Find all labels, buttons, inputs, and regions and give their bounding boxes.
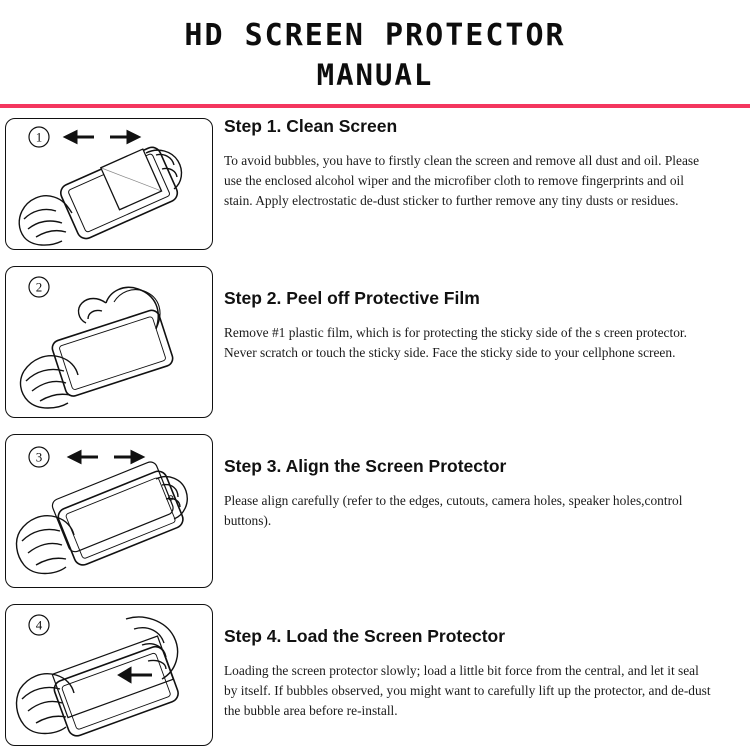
align-protector-illustration [6, 435, 214, 587]
document-title-line-1: HD SCREEN PROTECTOR [184, 18, 566, 53]
step-1-body [214, 116, 750, 211]
step-1-title: Step 1. Clean Screen [224, 115, 398, 136]
step-3-title: Step 3. Align the Screen Protector [224, 455, 507, 476]
step-item [0, 116, 750, 250]
step-4-figure [0, 604, 214, 746]
step-3-figure [0, 434, 214, 588]
step-2-figure [0, 266, 214, 418]
steps-list [0, 116, 750, 746]
illustration-frame [5, 266, 213, 418]
document-title-line-2: MANUAL [316, 57, 434, 92]
peel-film-illustration [6, 267, 214, 417]
step-3-body [214, 434, 750, 531]
load-protector-illustration [6, 605, 214, 745]
step-4-text: Loading the screen protector slowly; load a little bit force from the central, and let it seal by itself. If bubbles observed, you might want to carefully lift up the protector, and de-dust the bubble area before re-install. [224, 662, 711, 719]
step-item [0, 434, 750, 588]
step-1-figure [0, 116, 214, 250]
illustration-frame [5, 604, 213, 746]
step-4-title: Step 4. Load the Screen Protector [224, 625, 506, 646]
step-3-number: 3 [35, 449, 43, 465]
document-header [0, 0, 750, 108]
header-divider [0, 104, 750, 108]
illustration-frame [5, 118, 213, 250]
illustration-frame [5, 434, 213, 588]
step-2-body [214, 266, 750, 363]
step-item [0, 266, 750, 418]
step-3-text: Please align carefully (refer to the edges, cutouts, camera holes, speaker holes,control buttons). [224, 492, 683, 528]
step-item [0, 604, 750, 746]
step-4-body [214, 604, 750, 721]
step-2-text: Remove #1 plastic film, which is for protecting the sticky side of the s creen protector. Never scratch or touch the sticky side. Face the sticky side to your cellphone screen. [224, 324, 687, 360]
clean-screen-illustration [6, 119, 214, 249]
step-4-number: 4 [35, 617, 43, 633]
step-1-number: 1 [35, 129, 43, 145]
step-2-title: Step 2. Peel off Protective Film [224, 287, 480, 308]
step-1-text: To avoid bubbles, you have to firstly clean the screen and remove all dust and oil. Please use the enclosed alcohol wiper and the microfiber cloth to remove fingerprints and oil stain. Apply electrostatic de-dust sticker to further remove any tiny dusts or residues. [224, 152, 700, 209]
step-2-number: 2 [35, 279, 43, 295]
